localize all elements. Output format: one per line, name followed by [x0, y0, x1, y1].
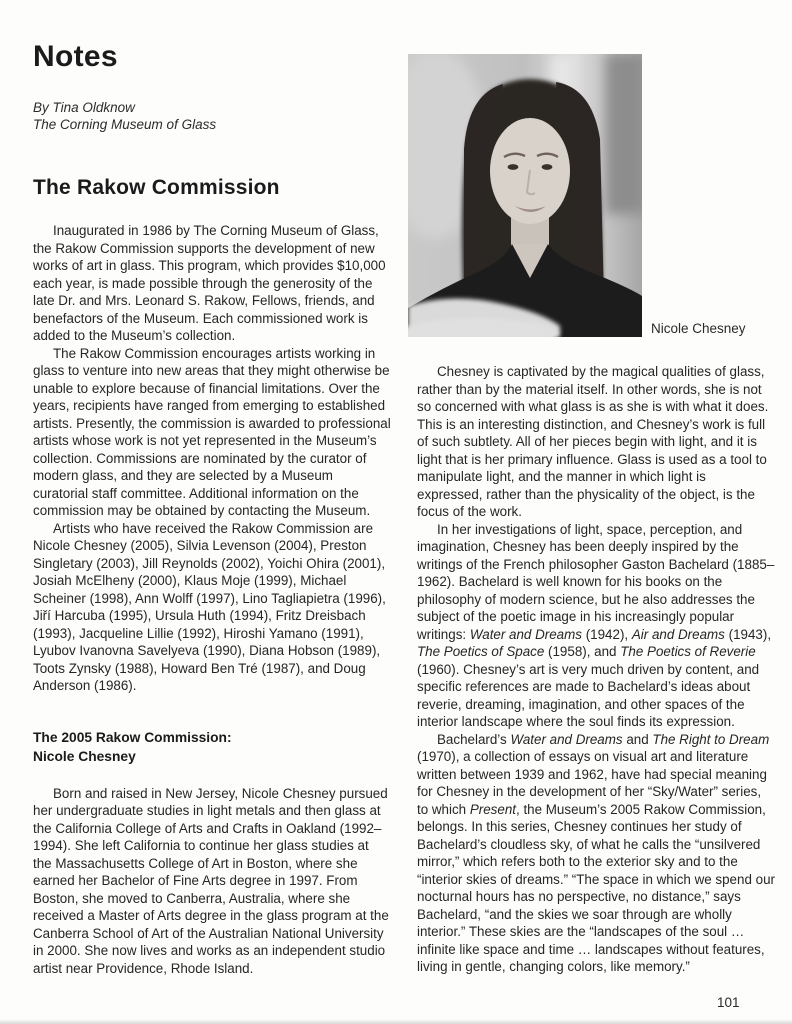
sub-heading-line-1: The 2005 Rakow Commission: — [33, 729, 232, 745]
paragraph: Inaugurated in 1986 by The Corning Museum of Glass, the Rakow Commission supports the development of new works of art in glass. This program, which provides $10,000 each year, is made possible through the generosity of the late Dr. and Mrs. Leonard S. Rakow, Fellows, friends, and benefactors of the Museum. Each commissioned work is added to the Museum’s collection. — [33, 223, 386, 343]
scan-bottom-shadow — [0, 1019, 792, 1024]
page-title: Notes — [33, 40, 118, 73]
byline-institution: The Corning Museum of Glass — [33, 117, 217, 132]
page-number: 101 — [717, 995, 740, 1010]
portrait-photo-illustration — [408, 54, 642, 337]
paragraph: Bachelard’s Water and Dreams and The Right to Dream (1970), a collection of essays on visual art and literature written between 1939 and 1962, have had special meaning for Chesney in the development of her “Sky/Water” series, to which Present, the Museum’s 2005 Rakow Commission, belongs. In this series, Chesney continues her study of Bachelard’s cloudless sky, of what he calls the “unsilvered mirror,” which refers both to the exterior sky and to the “interior skies of dreams.” “The space in which we spend our nocturnal hours has no perspective, no distance,” says Bachelard, “and the skies we soar through are wholly interior.” These skies are the “landscapes of the soul … infinite like space and time … landscapes without features, living in gentle, changing colors, like memory.” — [417, 731, 775, 974]
paragraph: Artists who have received the Rakow Commission are Nicole Chesney (2005), Silvia Levenson (2004), Preston Singletary (2003), Jill Reynolds (2002), Yoichi Ohira (2001), Josiah McElheny (2000), Klaus Moje (1999), Michael Scheiner (1998), Ann Wolff (1997), Lino Tagliapietra (1996), Jiří Harcuba (1995), Ursula Huth (1994), Fritz Dreisbach (1993), Jacqueline Lillie (1992), Hiroshi Yamano (1991), Lyubov Ivanovna Savelyeva (1990), Diana Hobson (1989), Toots Zynsky (1988), Howard Ben Tré (1987), and Doug Anderson (1986). — [33, 520, 386, 693]
section-heading-rakow-commission: The Rakow Commission — [33, 176, 280, 199]
byline — [33, 99, 216, 133]
paragraph: Chesney is captivated by the magical qualities of glass, rather than by the material itself. In other words, she is not so concerned with what glass is as she is with what it does. This is an interesting distinction, and Chesney’s work is full of such subtlety. All of her pieces begin with light, and it is light that is her primary influence. Glass is used as a tool to manipulate light, and the manner in which light is expressed, rather than the physicality of the object, is the focus of the work. — [417, 364, 769, 519]
left-column — [33, 176, 391, 977]
paragraph: Born and raised in New Jersey, Nicole Chesney pursued her undergraduate studies in light metals and then glass at the California College of Arts and Crafts in Oakland (1992–1994). She left California to continue her glass studies at the Massachusetts College of Art in Boston, where she earned her Bachelor of Fine Arts degree in 1997. From Boston, she moved to Canberra, Australia, where she received a Master of Arts degree in the glass program at the Canberra School of Art of the Australian National University in 2000. She now lives and works as an independent studio artist near Providence, Rhode Island. — [33, 785, 389, 976]
paragraph: The Rakow Commission encourages artists working in glass to venture into new areas that they might otherwise be unable to explore because of financial limitations. Over the years, recipients have ranged from emerging to established artists. Presently, the commission is awarded to professional artists whose work is not yet represented in the Museum’s collection. Commissions are nominated by the curator of modern glass, and they are selected by a Museum curatorial staff committee. Additional information on the commission may be obtained by contacting the Museum. — [33, 345, 391, 518]
sub-heading-line-2: Nicole Chesney — [33, 748, 136, 764]
byline-author: By Tina Oldknow — [33, 100, 135, 115]
paragraph: In her investigations of light, space, perception, and imagination, Chesney has been deeply inspired by the writings of the French philosopher Gaston Bachelard (1885–1962). Bachelard is well known for his books on the philosophy of modern science, but he also addresses the subject of the poetic image in his increasingly popular writings: Water and Dreams (1942), Air and Dreams (1943), The Poetics of Space (1958), and The Poetics of Reverie (1960). Chesney’s art is very much driven by content, and specific references are made to Bachelard’s ideas about reverie, dreaming, imagination, and other spaces of the interior landscape where the soul finds its expression. — [417, 521, 775, 729]
right-column — [417, 363, 775, 976]
photo-caption: Nicole Chesney — [651, 321, 746, 336]
portrait-photo — [408, 54, 642, 337]
section-heading-2005-commission — [33, 728, 391, 766]
